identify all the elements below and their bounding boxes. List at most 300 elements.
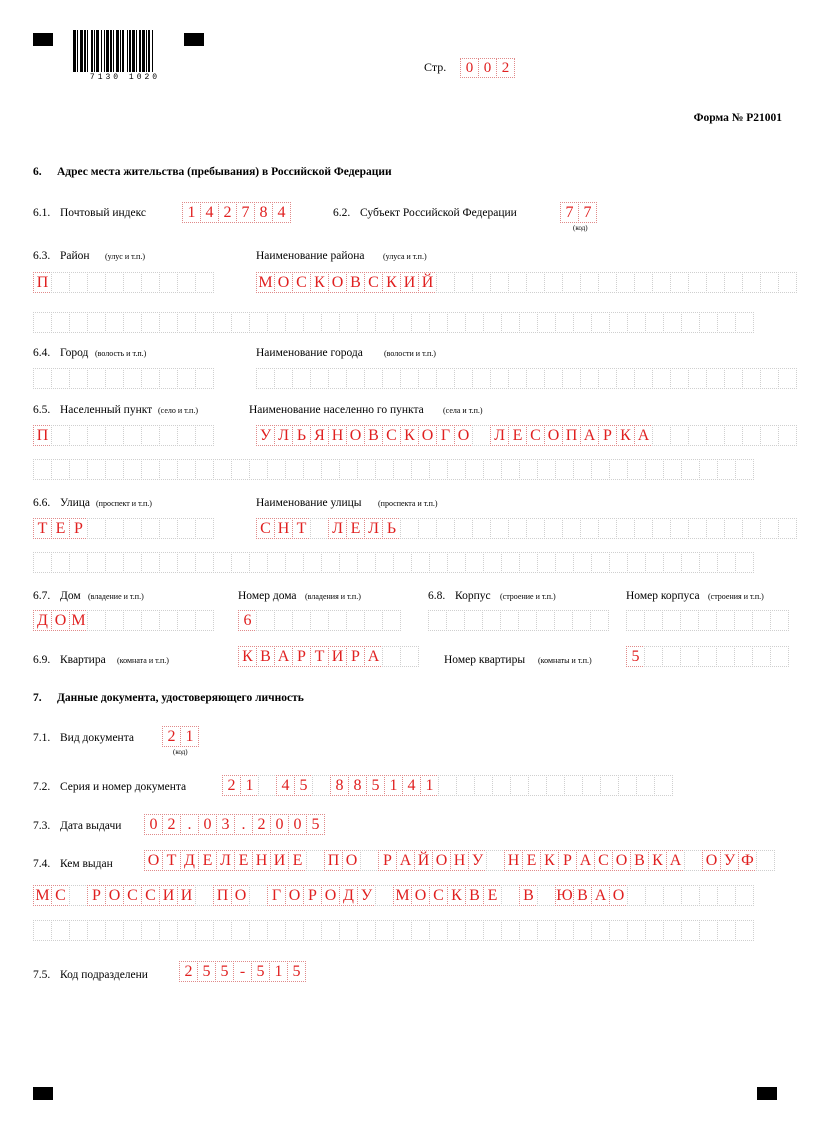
form-cell[interactable] bbox=[51, 920, 70, 941]
form-cell[interactable] bbox=[724, 518, 743, 539]
form-cell[interactable] bbox=[177, 459, 196, 480]
form-cell[interactable] bbox=[303, 312, 322, 333]
form-cell[interactable] bbox=[580, 368, 599, 389]
form-cell[interactable] bbox=[472, 368, 491, 389]
form-cell[interactable] bbox=[141, 610, 160, 631]
form-cell[interactable]: 5 bbox=[287, 961, 306, 982]
field-city-name-cells[interactable] bbox=[256, 368, 796, 389]
form-cell[interactable] bbox=[519, 459, 538, 480]
form-cell[interactable] bbox=[508, 272, 527, 293]
form-cell[interactable] bbox=[508, 518, 527, 539]
form-cell[interactable]: 5 bbox=[294, 775, 313, 796]
form-cell[interactable]: Е bbox=[522, 850, 541, 871]
field-locality-type-cells[interactable] bbox=[33, 425, 213, 446]
form-cell[interactable] bbox=[375, 552, 394, 573]
form-cell[interactable] bbox=[627, 885, 646, 906]
form-cell[interactable]: 4 bbox=[272, 202, 291, 223]
form-cell[interactable] bbox=[306, 850, 325, 871]
form-cell[interactable]: 5 bbox=[215, 961, 234, 982]
form-cell[interactable] bbox=[33, 552, 52, 573]
form-cell[interactable] bbox=[339, 312, 358, 333]
form-cell[interactable] bbox=[501, 552, 520, 573]
form-cell[interactable] bbox=[644, 610, 663, 631]
form-cell[interactable]: С bbox=[123, 885, 142, 906]
form-cell[interactable] bbox=[582, 775, 601, 796]
form-cell[interactable] bbox=[698, 610, 717, 631]
form-cell[interactable]: С bbox=[256, 518, 275, 539]
form-cell[interactable] bbox=[339, 552, 358, 573]
form-cell[interactable]: 5 bbox=[197, 961, 216, 982]
form-cell[interactable] bbox=[429, 312, 448, 333]
form-cell[interactable]: Г bbox=[436, 425, 455, 446]
form-cell[interactable]: О bbox=[342, 850, 361, 871]
form-cell[interactable] bbox=[663, 312, 682, 333]
form-cell[interactable] bbox=[195, 425, 214, 446]
form-cell[interactable] bbox=[446, 610, 465, 631]
form-cell[interactable]: Ф bbox=[738, 850, 757, 871]
form-cell[interactable]: В bbox=[519, 885, 538, 906]
form-cell[interactable]: Е bbox=[198, 850, 217, 871]
form-cell[interactable] bbox=[159, 610, 178, 631]
form-cell[interactable] bbox=[123, 425, 142, 446]
form-cell[interactable] bbox=[87, 368, 106, 389]
form-cell[interactable] bbox=[141, 312, 160, 333]
form-cell[interactable]: О bbox=[432, 850, 451, 871]
form-cell[interactable] bbox=[382, 368, 401, 389]
form-cell[interactable] bbox=[310, 610, 329, 631]
field-issuedby-line1-cells[interactable] bbox=[144, 850, 774, 871]
form-cell[interactable] bbox=[375, 920, 394, 941]
form-cell[interactable] bbox=[213, 312, 232, 333]
form-cell[interactable] bbox=[760, 518, 779, 539]
form-cell[interactable]: Д bbox=[33, 610, 52, 631]
form-cell[interactable]: 8 bbox=[330, 775, 349, 796]
form-cell[interactable] bbox=[249, 885, 268, 906]
form-cell[interactable] bbox=[141, 368, 160, 389]
form-cell[interactable] bbox=[526, 518, 545, 539]
form-cell[interactable] bbox=[464, 610, 483, 631]
form-cell[interactable] bbox=[652, 272, 671, 293]
form-cell[interactable] bbox=[644, 646, 663, 667]
form-cell[interactable]: Д bbox=[180, 850, 199, 871]
field-subject-cells[interactable] bbox=[560, 202, 596, 223]
form-cell[interactable]: Я bbox=[310, 425, 329, 446]
form-cell[interactable] bbox=[465, 552, 484, 573]
form-cell[interactable] bbox=[519, 312, 538, 333]
form-cell[interactable] bbox=[303, 920, 322, 941]
form-cell[interactable] bbox=[292, 610, 311, 631]
form-cell[interactable]: 7 bbox=[560, 202, 579, 223]
form-cell[interactable] bbox=[274, 610, 293, 631]
form-cell[interactable] bbox=[105, 459, 124, 480]
form-cell[interactable]: К bbox=[648, 850, 667, 871]
form-cell[interactable] bbox=[652, 518, 671, 539]
form-cell[interactable] bbox=[364, 610, 383, 631]
form-cell[interactable] bbox=[662, 610, 681, 631]
form-cell[interactable]: О bbox=[544, 425, 563, 446]
form-cell[interactable] bbox=[87, 518, 106, 539]
form-cell[interactable] bbox=[555, 459, 574, 480]
form-cell[interactable] bbox=[706, 425, 725, 446]
form-cell[interactable] bbox=[518, 610, 537, 631]
form-cell[interactable]: 8 bbox=[254, 202, 273, 223]
form-cell[interactable]: О bbox=[702, 850, 721, 871]
field-street-extra-cells[interactable] bbox=[33, 552, 753, 573]
form-cell[interactable]: О bbox=[105, 885, 124, 906]
form-cell[interactable] bbox=[411, 552, 430, 573]
form-cell[interactable]: Д bbox=[339, 885, 358, 906]
form-cell[interactable] bbox=[177, 610, 196, 631]
form-cell[interactable] bbox=[346, 610, 365, 631]
form-cell[interactable]: М bbox=[256, 272, 275, 293]
form-cell[interactable] bbox=[267, 552, 286, 573]
form-cell[interactable]: Р bbox=[303, 885, 322, 906]
form-cell[interactable] bbox=[87, 459, 106, 480]
form-cell[interactable]: Ь bbox=[292, 425, 311, 446]
form-cell[interactable] bbox=[339, 459, 358, 480]
form-cell[interactable] bbox=[429, 459, 448, 480]
form-cell[interactable]: 1 bbox=[182, 202, 201, 223]
form-cell[interactable] bbox=[382, 610, 401, 631]
form-cell[interactable] bbox=[688, 425, 707, 446]
form-cell[interactable] bbox=[360, 850, 379, 871]
form-cell[interactable] bbox=[321, 552, 340, 573]
form-cell[interactable] bbox=[490, 272, 509, 293]
form-cell[interactable]: О bbox=[285, 885, 304, 906]
form-cell[interactable] bbox=[760, 368, 779, 389]
form-cell[interactable]: 0 bbox=[288, 814, 307, 835]
form-cell[interactable] bbox=[663, 885, 682, 906]
form-cell[interactable] bbox=[375, 459, 394, 480]
form-cell[interactable] bbox=[454, 368, 473, 389]
form-cell[interactable] bbox=[436, 272, 455, 293]
form-cell[interactable]: Р bbox=[87, 885, 106, 906]
form-cell[interactable] bbox=[573, 920, 592, 941]
form-cell[interactable]: К bbox=[238, 646, 257, 667]
form-cell[interactable] bbox=[508, 368, 527, 389]
form-cell[interactable]: О bbox=[609, 885, 628, 906]
form-cell[interactable] bbox=[465, 312, 484, 333]
form-cell[interactable] bbox=[645, 885, 664, 906]
form-cell[interactable] bbox=[598, 368, 617, 389]
form-cell[interactable] bbox=[310, 518, 329, 539]
form-cell[interactable] bbox=[213, 459, 232, 480]
form-cell[interactable] bbox=[717, 459, 736, 480]
form-cell[interactable] bbox=[105, 425, 124, 446]
form-cell[interactable] bbox=[51, 312, 70, 333]
form-cell[interactable]: 2 bbox=[496, 58, 515, 78]
form-cell[interactable] bbox=[472, 272, 491, 293]
form-cell[interactable]: И bbox=[328, 646, 347, 667]
form-cell[interactable]: Р bbox=[346, 646, 365, 667]
form-cell[interactable] bbox=[580, 518, 599, 539]
form-cell[interactable] bbox=[537, 552, 556, 573]
form-cell[interactable] bbox=[274, 368, 293, 389]
form-cell[interactable]: А bbox=[666, 850, 685, 871]
form-cell[interactable] bbox=[536, 610, 555, 631]
form-cell[interactable]: С bbox=[526, 425, 545, 446]
form-cell[interactable] bbox=[33, 920, 52, 941]
field-issuedby-line2-cells[interactable] bbox=[33, 885, 753, 906]
form-cell[interactable] bbox=[321, 312, 340, 333]
form-cell[interactable] bbox=[393, 920, 412, 941]
form-cell[interactable]: 1 bbox=[180, 726, 199, 747]
form-cell[interactable] bbox=[742, 272, 761, 293]
form-cell[interactable] bbox=[411, 459, 430, 480]
form-cell[interactable] bbox=[483, 920, 502, 941]
form-cell[interactable] bbox=[699, 920, 718, 941]
form-cell[interactable]: О bbox=[321, 885, 340, 906]
form-cell[interactable]: 2 bbox=[252, 814, 271, 835]
form-cell[interactable]: 3 bbox=[216, 814, 235, 835]
form-cell[interactable] bbox=[591, 459, 610, 480]
form-cell[interactable] bbox=[634, 518, 653, 539]
form-cell[interactable]: Т bbox=[310, 646, 329, 667]
form-cell[interactable] bbox=[400, 368, 419, 389]
form-cell[interactable]: Н bbox=[328, 425, 347, 446]
form-cell[interactable] bbox=[609, 459, 628, 480]
form-cell[interactable] bbox=[105, 518, 124, 539]
form-cell[interactable]: . bbox=[180, 814, 199, 835]
form-cell[interactable] bbox=[618, 775, 637, 796]
form-cell[interactable]: Г bbox=[267, 885, 286, 906]
form-cell[interactable]: У bbox=[720, 850, 739, 871]
form-cell[interactable]: Й bbox=[414, 850, 433, 871]
form-cell[interactable] bbox=[681, 920, 700, 941]
form-cell[interactable]: С bbox=[364, 272, 383, 293]
form-cell[interactable] bbox=[87, 312, 106, 333]
form-cell[interactable] bbox=[51, 459, 70, 480]
form-cell[interactable] bbox=[87, 610, 106, 631]
form-cell[interactable]: А bbox=[396, 850, 415, 871]
form-cell[interactable] bbox=[562, 272, 581, 293]
form-cell[interactable] bbox=[681, 552, 700, 573]
form-cell[interactable] bbox=[770, 610, 789, 631]
form-cell[interactable] bbox=[544, 518, 563, 539]
form-cell[interactable] bbox=[213, 552, 232, 573]
form-cell[interactable]: Е bbox=[288, 850, 307, 871]
form-cell[interactable] bbox=[699, 552, 718, 573]
form-cell[interactable]: Л bbox=[216, 850, 235, 871]
form-cell[interactable] bbox=[436, 518, 455, 539]
form-cell[interactable] bbox=[501, 459, 520, 480]
form-cell[interactable] bbox=[393, 459, 412, 480]
form-cell[interactable] bbox=[724, 425, 743, 446]
form-cell[interactable] bbox=[752, 610, 771, 631]
form-cell[interactable]: - bbox=[233, 961, 252, 982]
form-cell[interactable]: А bbox=[591, 885, 610, 906]
form-cell[interactable]: И bbox=[400, 272, 419, 293]
form-cell[interactable] bbox=[609, 312, 628, 333]
form-cell[interactable] bbox=[706, 368, 725, 389]
form-cell[interactable] bbox=[285, 312, 304, 333]
form-cell[interactable] bbox=[681, 885, 700, 906]
form-cell[interactable]: С bbox=[51, 885, 70, 906]
form-cell[interactable] bbox=[546, 775, 565, 796]
form-cell[interactable]: У bbox=[468, 850, 487, 871]
form-cell[interactable] bbox=[428, 610, 447, 631]
form-cell[interactable] bbox=[490, 518, 509, 539]
form-cell[interactable] bbox=[357, 459, 376, 480]
form-cell[interactable]: Т bbox=[33, 518, 52, 539]
form-cell[interactable]: 0 bbox=[198, 814, 217, 835]
form-cell[interactable]: 0 bbox=[144, 814, 163, 835]
form-cell[interactable]: 2 bbox=[222, 775, 241, 796]
form-cell[interactable]: О bbox=[51, 610, 70, 631]
form-cell[interactable] bbox=[562, 368, 581, 389]
form-cell[interactable] bbox=[393, 312, 412, 333]
form-cell[interactable] bbox=[69, 552, 88, 573]
form-cell[interactable] bbox=[123, 552, 142, 573]
form-cell[interactable] bbox=[654, 775, 673, 796]
form-cell[interactable] bbox=[778, 368, 797, 389]
form-cell[interactable] bbox=[616, 518, 635, 539]
form-cell[interactable] bbox=[616, 368, 635, 389]
form-cell[interactable] bbox=[456, 775, 475, 796]
form-cell[interactable] bbox=[346, 368, 365, 389]
form-cell[interactable] bbox=[159, 425, 178, 446]
form-cell[interactable] bbox=[554, 610, 573, 631]
form-cell[interactable]: 2 bbox=[218, 202, 237, 223]
form-cell[interactable] bbox=[465, 920, 484, 941]
form-cell[interactable]: Р bbox=[558, 850, 577, 871]
form-cell[interactable]: С bbox=[292, 272, 311, 293]
form-cell[interactable]: 1 bbox=[384, 775, 403, 796]
form-cell[interactable] bbox=[411, 920, 430, 941]
form-cell[interactable] bbox=[717, 885, 736, 906]
form-cell[interactable] bbox=[735, 459, 754, 480]
form-cell[interactable]: О bbox=[454, 425, 473, 446]
form-cell[interactable]: Е bbox=[483, 885, 502, 906]
form-cell[interactable] bbox=[231, 552, 250, 573]
form-cell[interactable] bbox=[528, 775, 547, 796]
form-cell[interactable] bbox=[285, 920, 304, 941]
form-cell[interactable]: Н bbox=[274, 518, 293, 539]
form-cell[interactable] bbox=[249, 459, 268, 480]
form-cell[interactable]: Е bbox=[346, 518, 365, 539]
form-cell[interactable] bbox=[195, 459, 214, 480]
form-cell[interactable] bbox=[231, 459, 250, 480]
form-cell[interactable] bbox=[375, 312, 394, 333]
form-cell[interactable] bbox=[616, 272, 635, 293]
form-cell[interactable] bbox=[645, 552, 664, 573]
form-cell[interactable] bbox=[706, 518, 725, 539]
form-cell[interactable] bbox=[123, 610, 142, 631]
form-cell[interactable] bbox=[716, 646, 735, 667]
form-cell[interactable]: К bbox=[310, 272, 329, 293]
form-cell[interactable] bbox=[483, 459, 502, 480]
form-cell[interactable] bbox=[591, 552, 610, 573]
form-cell[interactable]: К bbox=[400, 425, 419, 446]
form-cell[interactable]: Е bbox=[234, 850, 253, 871]
form-cell[interactable] bbox=[609, 552, 628, 573]
form-cell[interactable] bbox=[51, 368, 70, 389]
form-cell[interactable]: П bbox=[33, 425, 52, 446]
field-building-type-cells[interactable] bbox=[428, 610, 608, 631]
form-cell[interactable]: К bbox=[447, 885, 466, 906]
form-cell[interactable] bbox=[195, 518, 214, 539]
form-cell[interactable]: Е bbox=[508, 425, 527, 446]
form-cell[interactable] bbox=[555, 920, 574, 941]
form-cell[interactable] bbox=[447, 312, 466, 333]
form-cell[interactable]: И bbox=[270, 850, 289, 871]
form-cell[interactable] bbox=[69, 425, 88, 446]
form-cell[interactable] bbox=[742, 368, 761, 389]
form-cell[interactable] bbox=[626, 610, 645, 631]
form-cell[interactable] bbox=[364, 368, 383, 389]
form-cell[interactable] bbox=[591, 920, 610, 941]
form-cell[interactable]: П bbox=[324, 850, 343, 871]
form-cell[interactable] bbox=[69, 459, 88, 480]
form-cell[interactable] bbox=[735, 312, 754, 333]
form-cell[interactable]: С bbox=[594, 850, 613, 871]
form-cell[interactable] bbox=[303, 459, 322, 480]
form-cell[interactable] bbox=[321, 920, 340, 941]
form-cell[interactable] bbox=[734, 646, 753, 667]
form-cell[interactable] bbox=[526, 272, 545, 293]
form-cell[interactable] bbox=[429, 552, 448, 573]
form-cell[interactable] bbox=[724, 368, 743, 389]
form-cell[interactable] bbox=[312, 775, 331, 796]
form-cell[interactable] bbox=[688, 272, 707, 293]
form-cell[interactable] bbox=[159, 312, 178, 333]
form-cell[interactable] bbox=[159, 920, 178, 941]
form-cell[interactable]: Л bbox=[274, 425, 293, 446]
form-cell[interactable] bbox=[699, 459, 718, 480]
form-cell[interactable] bbox=[292, 368, 311, 389]
form-cell[interactable] bbox=[555, 312, 574, 333]
form-cell[interactable] bbox=[760, 272, 779, 293]
form-cell[interactable] bbox=[267, 459, 286, 480]
form-cell[interactable] bbox=[285, 459, 304, 480]
form-cell[interactable] bbox=[742, 425, 761, 446]
form-cell[interactable] bbox=[285, 552, 304, 573]
form-cell[interactable]: М bbox=[393, 885, 412, 906]
form-cell[interactable] bbox=[231, 312, 250, 333]
form-cell[interactable] bbox=[177, 425, 196, 446]
form-cell[interactable]: 4 bbox=[200, 202, 219, 223]
form-cell[interactable] bbox=[123, 312, 142, 333]
form-cell[interactable]: А bbox=[364, 646, 383, 667]
form-cell[interactable] bbox=[177, 368, 196, 389]
form-cell[interactable]: В bbox=[630, 850, 649, 871]
form-cell[interactable] bbox=[627, 920, 646, 941]
form-cell[interactable] bbox=[627, 459, 646, 480]
form-cell[interactable] bbox=[572, 610, 591, 631]
form-cell[interactable] bbox=[756, 850, 775, 871]
form-cell[interactable] bbox=[680, 610, 699, 631]
form-cell[interactable] bbox=[177, 920, 196, 941]
form-cell[interactable] bbox=[670, 518, 689, 539]
form-cell[interactable] bbox=[544, 272, 563, 293]
field-region-type-cells[interactable] bbox=[33, 272, 213, 293]
form-cell[interactable] bbox=[600, 775, 619, 796]
form-cell[interactable] bbox=[760, 425, 779, 446]
form-cell[interactable] bbox=[436, 368, 455, 389]
form-cell[interactable]: 7 bbox=[578, 202, 597, 223]
form-cell[interactable] bbox=[500, 610, 519, 631]
form-cell[interactable]: Р bbox=[378, 850, 397, 871]
form-cell[interactable]: А bbox=[634, 425, 653, 446]
form-cell[interactable] bbox=[195, 920, 214, 941]
form-cell[interactable] bbox=[105, 552, 124, 573]
form-cell[interactable] bbox=[564, 775, 583, 796]
form-cell[interactable]: 4 bbox=[402, 775, 421, 796]
field-deptcode-cells[interactable] bbox=[179, 961, 305, 982]
form-cell[interactable]: У bbox=[357, 885, 376, 906]
form-cell[interactable] bbox=[688, 368, 707, 389]
form-cell[interactable] bbox=[411, 312, 430, 333]
